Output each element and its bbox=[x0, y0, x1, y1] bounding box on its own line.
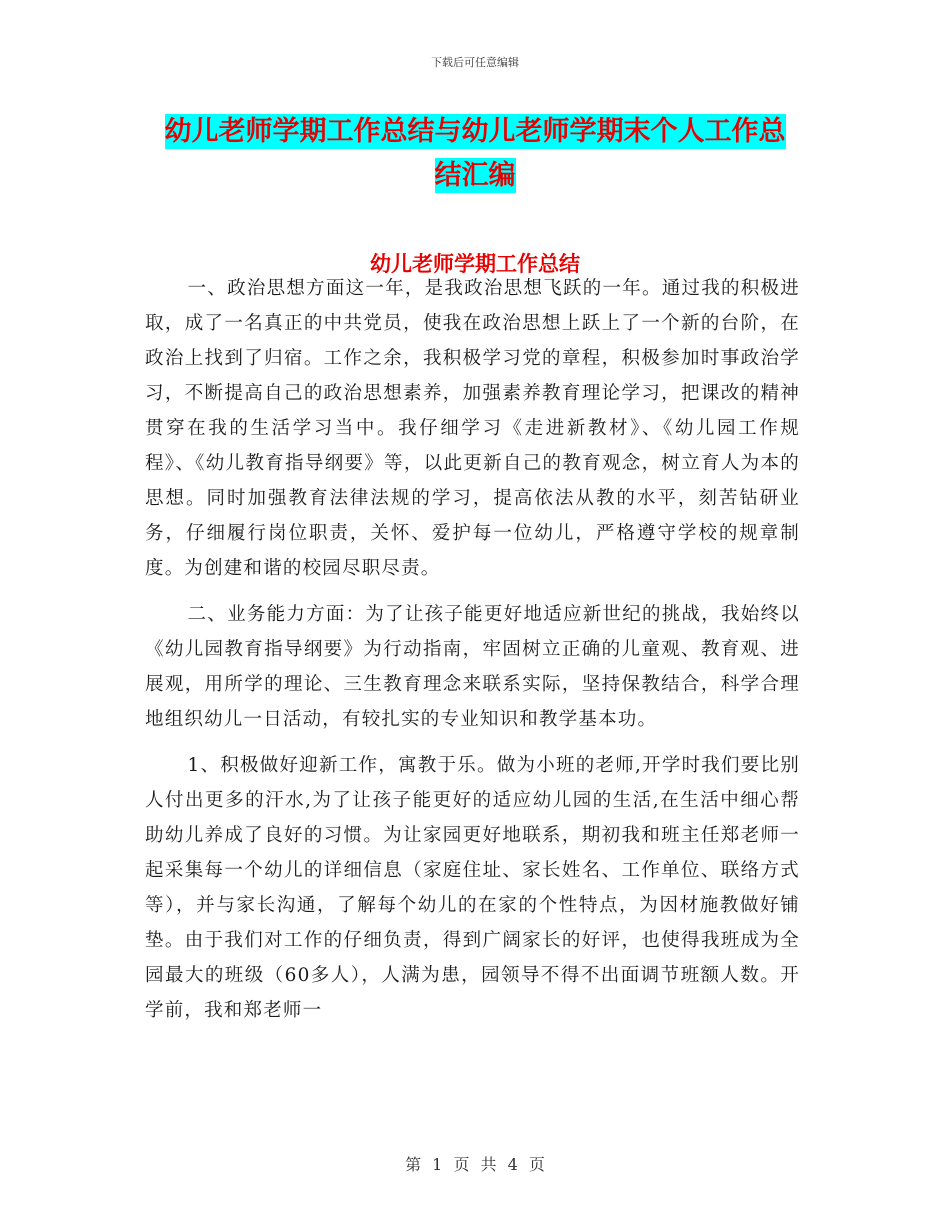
paragraph-political: 一、政治思想方面这一年，是我政治思想飞跃的一年。通过我的积极进取，成了一名真正的中共党员，使我在政治思想上跃上了一个新的台阶，在政治上找到了归宿。工作之余，我积极学习党的章程，积极参加时事政治学习，不断提高自己的政治思想素养，加强素养教育理论学习，把课改的精神贯穿在我的生活学习当中。我仔细学习《走进新教材》、《幼儿园工作规程》、《幼儿教育指导纲要》等，以此更新自己的教育观念，树立育人为本的思想。同时加强教育法律法规的学习，提高依法从教的水平，刻苦钻研业务，仔细履行岗位职责，关怀、爱护每一位幼儿，严格遵守学校的规章制度。为创建和谐的校园尽职尽责。 bbox=[145, 278, 800, 579]
document-title bbox=[0, 110, 950, 198]
header-note: 下载后可任意编辑 bbox=[431, 56, 519, 69]
paragraph-welcome-new-students: 1、积极做好迎新工作，寓教于乐。做为小班的老师,开学时我们要比别人付出更多的汗水,为了让孩子能更好的适应幼儿园的生活,在生活中细心帮助幼儿养成了良好的习惯。为让家园更好地联系，期初我和班主任郑老师一起采集每一个幼儿的详细信息（家庭住址、家长姓名、工作单位、联络方式等），并与家长沟通，了解每个幼儿的在家的个性特点，为因材施教做好铺垫。由于我们对工作的仔细负责，得到广阔家长的好评，也使得我班成为全园最大的班级（60多人），人满为患，园领导不得不出面调节班额人数。开学前，我和郑老师一 bbox=[145, 755, 800, 1021]
title-line-1: 幼儿老师学期工作总结与幼儿老师学期末个人工作总 bbox=[164, 116, 786, 147]
paragraph-professional-ability: 二、业务能力方面：为了让孩子能更好地适应新世纪的挑战，我始终以《幼儿园教育指导纲要》为行动指南，牢固树立正确的儿童观、教育观、进展观，用所学的理论、三生教育理念来联系实际，坚持保教结合，科学合理地组织幼儿一日活动，有较扎实的专业知识和教学基本功。 bbox=[145, 604, 800, 730]
body-text bbox=[145, 271, 800, 1028]
page-footer: 第 1 页 共 4 页 bbox=[405, 1155, 545, 1174]
title-line-2: 结汇编 bbox=[434, 160, 516, 191]
section-title: 幼儿老师学期工作总结 bbox=[370, 252, 580, 276]
